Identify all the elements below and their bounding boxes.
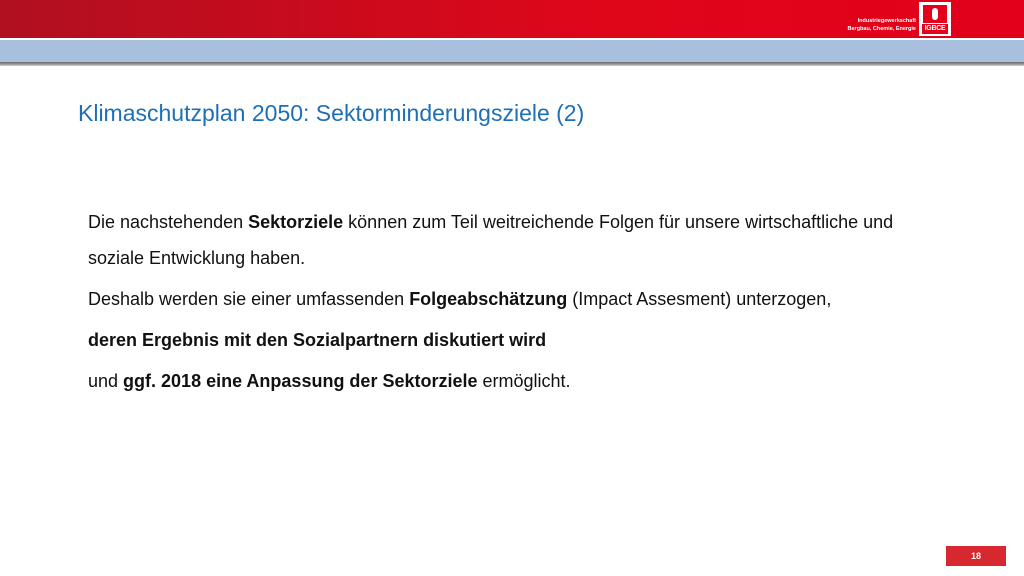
paragraph-4-text-a: und	[88, 371, 124, 391]
logo-mark-text: IGBCE	[922, 24, 948, 34]
logo-line-1: Industriegewerkschaft	[857, 18, 916, 24]
logo-figure-icon	[923, 5, 947, 23]
logo-line-2: Bergbau, Chemie, Energie	[847, 26, 916, 32]
paragraph-2	[88, 281, 908, 317]
paragraph-1-text-c: können zum Teil weitreichende Folgen für unsere wirtschaftliche und soziale Entwicklung haben.	[88, 212, 894, 268]
paragraph-4	[88, 363, 908, 399]
paragraph-2-text-c: (Impact Assesment) unterzogen,	[567, 289, 832, 309]
paragraph-2-text-a: Deshalb werden sie einer umfassenden	[88, 289, 410, 309]
paragraph-4-text-c: ermöglicht.	[477, 371, 571, 391]
paragraph-4-bold: ggf. 2018 eine Anpassung der Sektorziele	[123, 371, 478, 391]
header-blue-band	[0, 40, 1024, 62]
header-red-band	[0, 0, 1024, 38]
slide-body	[88, 204, 908, 399]
paragraph-1	[88, 204, 908, 276]
paragraph-2-bold: Folgeabschätzung	[409, 289, 568, 309]
paragraph-1-text-a: Die nachstehenden	[88, 212, 249, 232]
paragraph-3: deren Ergebnis mit den Sozialpartnern diskutiert wird	[88, 330, 547, 350]
header-shadow-divider	[0, 62, 1024, 66]
logo-text	[840, 17, 916, 33]
paragraph-1-bold: Sektorziele	[248, 212, 344, 232]
page-number: 18	[946, 546, 1006, 566]
slide-title: Klimaschutzplan 2050: Sektorminderungsziele (2)	[78, 100, 585, 126]
igbce-logo-icon	[919, 2, 951, 36]
